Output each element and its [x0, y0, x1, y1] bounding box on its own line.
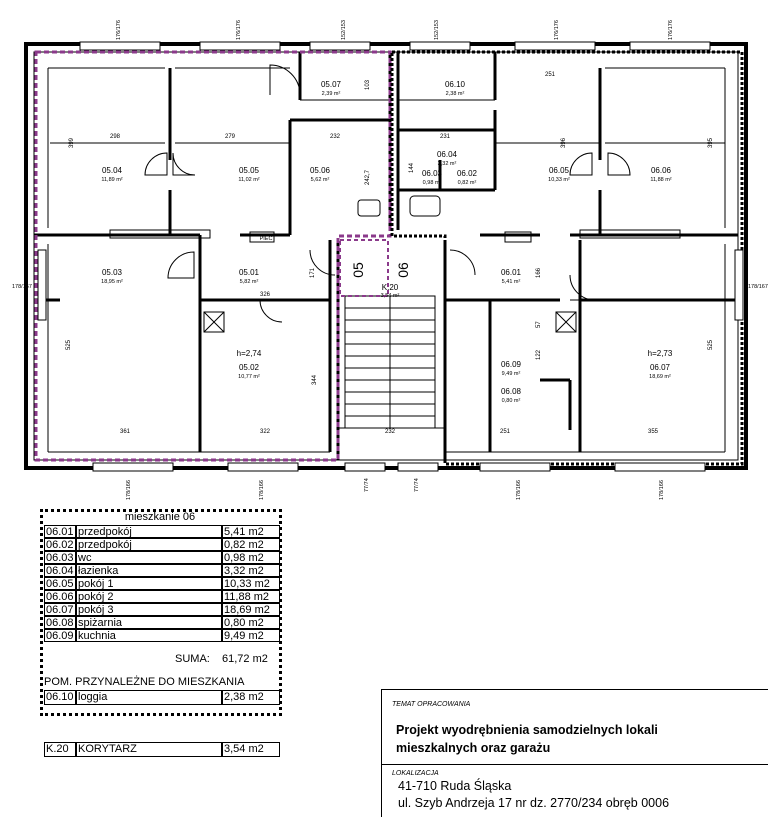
- svg-text:344: 344: [312, 374, 318, 385]
- sink: [358, 200, 380, 216]
- svg-text:361: 361: [120, 429, 131, 435]
- cell-area: 0,80 m2: [222, 616, 280, 629]
- room-id: 06.05: [548, 166, 570, 175]
- room-area: 11,89 m²: [101, 177, 123, 183]
- subject-label: TEMAT OPRACOWANIA: [392, 701, 471, 708]
- room-id: 05.01: [238, 268, 260, 277]
- room-area: 5,62 m²: [310, 177, 330, 183]
- svg-text:77/74: 77/74: [364, 478, 370, 492]
- svg-text:171: 171: [310, 267, 316, 278]
- room-area: 3,32 m²: [437, 161, 457, 167]
- room-id: 06.09: [500, 360, 522, 369]
- room-id: 06.02: [456, 169, 478, 178]
- cell-name: spiżarnia: [76, 616, 222, 629]
- cell-name: łazienka: [76, 564, 222, 577]
- cell-name: KORYTARZ: [76, 742, 222, 757]
- room-area: 5,41 m²: [501, 279, 521, 285]
- room-id: 05.06: [309, 166, 331, 175]
- svg-text:176/176: 176/176: [116, 20, 122, 40]
- svg-text:176/176: 176/176: [668, 20, 674, 40]
- cell-no: 06.09: [44, 629, 76, 642]
- svg-text:396: 396: [561, 137, 567, 148]
- location-label: LOKALIZACJA: [392, 770, 439, 777]
- room-area: 0,80 m²: [501, 398, 521, 404]
- room-area: 0,82 m²: [457, 180, 477, 186]
- cell-no: 06.10: [44, 690, 76, 705]
- cell-name: wc: [76, 551, 222, 564]
- room-area: 11,88 m²: [650, 177, 672, 183]
- cell-no: 06.02: [44, 538, 76, 551]
- room-id: 06.01: [500, 268, 522, 277]
- svg-text:57: 57: [536, 321, 542, 328]
- svg-text:525: 525: [708, 339, 714, 350]
- cell-no: 06.07: [44, 603, 76, 616]
- cell-area: 0,98 m2: [222, 551, 280, 564]
- room-id: 06.08: [500, 387, 522, 396]
- svg-text:103: 103: [365, 79, 371, 90]
- table-row: [44, 577, 280, 590]
- table-row: [44, 629, 280, 642]
- table-row: [44, 590, 280, 603]
- cell-name: loggia: [76, 690, 222, 705]
- svg-text:232: 232: [385, 429, 396, 435]
- table-row: [44, 538, 280, 551]
- room-id: 06.07: [649, 363, 671, 372]
- cell-no: 06.05: [44, 577, 76, 590]
- svg-text:298: 298: [110, 134, 121, 140]
- room-id: 06.10: [444, 80, 466, 89]
- cell-no: 06.01: [44, 525, 76, 538]
- cell-no: 06.08: [44, 616, 76, 629]
- room-area: 3,54 m²: [380, 293, 400, 299]
- inner-walls: [34, 52, 738, 460]
- flat-06-boundary: [392, 52, 742, 464]
- cell-area: 0,82 m2: [222, 538, 280, 551]
- location-line2: ul. Szyb Andrzeja 17 nr dz. 2770/234 obręb 0006: [398, 796, 670, 810]
- ceiling-height: h=2,73: [647, 349, 673, 358]
- title-divider: [382, 764, 768, 765]
- table-row: [44, 525, 280, 538]
- svg-text:178/166: 178/166: [259, 480, 265, 500]
- cell-no: 06.03: [44, 551, 76, 564]
- svg-text:525: 525: [66, 339, 72, 350]
- ceiling-height: h=2,74: [236, 349, 262, 358]
- svg-text:122: 122: [536, 349, 542, 360]
- svg-text:355: 355: [648, 429, 659, 435]
- cell-area: 11,88 m2: [222, 590, 280, 603]
- cell-area: 9,49 m2: [222, 629, 280, 642]
- svg-text:231: 231: [440, 134, 451, 140]
- bathtub: [410, 196, 440, 216]
- cell-no: K.20: [44, 742, 76, 757]
- stair-treads: [345, 296, 435, 428]
- room-area: 10,77 m²: [238, 374, 260, 380]
- svg-text:176/176: 176/176: [554, 20, 560, 40]
- room-area: 9,49 m²: [501, 371, 521, 377]
- svg-text:279: 279: [225, 134, 236, 140]
- flat-label: 06: [395, 262, 411, 278]
- svg-text:178/167: 178/167: [12, 284, 32, 290]
- room-area: 18,95 m²: [101, 279, 123, 285]
- cell-name: pokój 1: [76, 577, 222, 590]
- svg-text:144: 144: [409, 162, 415, 173]
- title-block: [381, 689, 768, 817]
- cell-name: przedpokój: [76, 538, 222, 551]
- room-area: 5,82 m²: [239, 279, 259, 285]
- room-area: 2,39 m²: [321, 91, 341, 97]
- cell-area: 18,69 m2: [222, 603, 280, 616]
- room-id: 05.02: [238, 363, 260, 372]
- sum-label: SUMA:: [175, 653, 210, 665]
- flat-05-boundary: [36, 52, 390, 460]
- room-id: 06.04: [436, 150, 458, 159]
- svg-text:251: 251: [545, 72, 556, 78]
- cell-area: 3,32 m2: [222, 564, 280, 577]
- room-id: 05.04: [101, 166, 123, 175]
- svg-text:166: 166: [536, 267, 542, 278]
- appurtenant-title: POM. PRZYNALEŻNE DO MIESZKANIA: [44, 676, 245, 688]
- room-area: 0,98 m²: [422, 180, 442, 186]
- room-area: 18,69 m²: [649, 374, 671, 380]
- room-area: 10,33 m²: [548, 177, 570, 183]
- cell-area: 3,54 m2: [222, 742, 280, 757]
- cell-name: pokój 2: [76, 590, 222, 603]
- subject-line1: Projekt wyodrębnienia samodzielnych lokali: [396, 723, 658, 737]
- cell-name: kuchnia: [76, 629, 222, 642]
- room-id: 06.03: [421, 169, 443, 178]
- svg-text:178/166: 178/166: [516, 480, 522, 500]
- svg-text:251: 251: [500, 429, 511, 435]
- svg-text:326: 326: [260, 292, 271, 298]
- room-area: 11,02 m²: [238, 177, 260, 183]
- svg-text:77/74: 77/74: [414, 478, 420, 492]
- cell-no: 06.04: [44, 564, 76, 577]
- location-line1: 41-710 Ruda Śląska: [398, 779, 512, 793]
- subject-line2: mieszkalnych oraz garażu: [396, 741, 551, 755]
- room-area: 2,38 m²: [445, 91, 465, 97]
- room-id: 05.05: [238, 166, 260, 175]
- cell-area: 5,41 m2: [222, 525, 280, 538]
- stove-label: PIEC: [259, 236, 273, 242]
- svg-text:178/166: 178/166: [126, 480, 132, 500]
- svg-text:178/166: 178/166: [659, 480, 665, 500]
- svg-text:176/176: 176/176: [236, 20, 242, 40]
- cell-name: przedpokój: [76, 525, 222, 538]
- flat-label: 05: [350, 262, 366, 278]
- svg-text:178/167: 178/167: [748, 284, 768, 290]
- sum-value: 61,72 m2: [222, 653, 268, 665]
- svg-text:395: 395: [708, 137, 714, 148]
- room-id: 06.06: [650, 166, 672, 175]
- cell-no: 06.06: [44, 590, 76, 603]
- cell-area: 10,33 m2: [222, 577, 280, 590]
- table-title: mieszkanie 06: [124, 511, 196, 523]
- appurtenant-title-row: [44, 676, 276, 689]
- svg-text:322: 322: [260, 429, 271, 435]
- room-id: 05.03: [101, 268, 123, 277]
- partitions: [48, 68, 725, 452]
- table-row: [44, 551, 280, 564]
- table-row: [44, 616, 280, 629]
- sum-row: [44, 653, 276, 666]
- cell-name: pokój 3: [76, 603, 222, 616]
- room-id: 05.07: [320, 80, 342, 89]
- table-title-row: [44, 511, 276, 524]
- svg-text:232: 232: [330, 134, 341, 140]
- svg-text:152/153: 152/153: [434, 20, 440, 40]
- svg-text:242,7: 242,7: [365, 169, 371, 185]
- cell-area: 2,38 m2: [222, 690, 280, 705]
- svg-text:399: 399: [69, 137, 75, 148]
- table-row: [44, 564, 280, 577]
- table-row: [44, 603, 280, 616]
- room-id: K.20: [381, 283, 399, 292]
- svg-text:152/153: 152/153: [341, 20, 347, 40]
